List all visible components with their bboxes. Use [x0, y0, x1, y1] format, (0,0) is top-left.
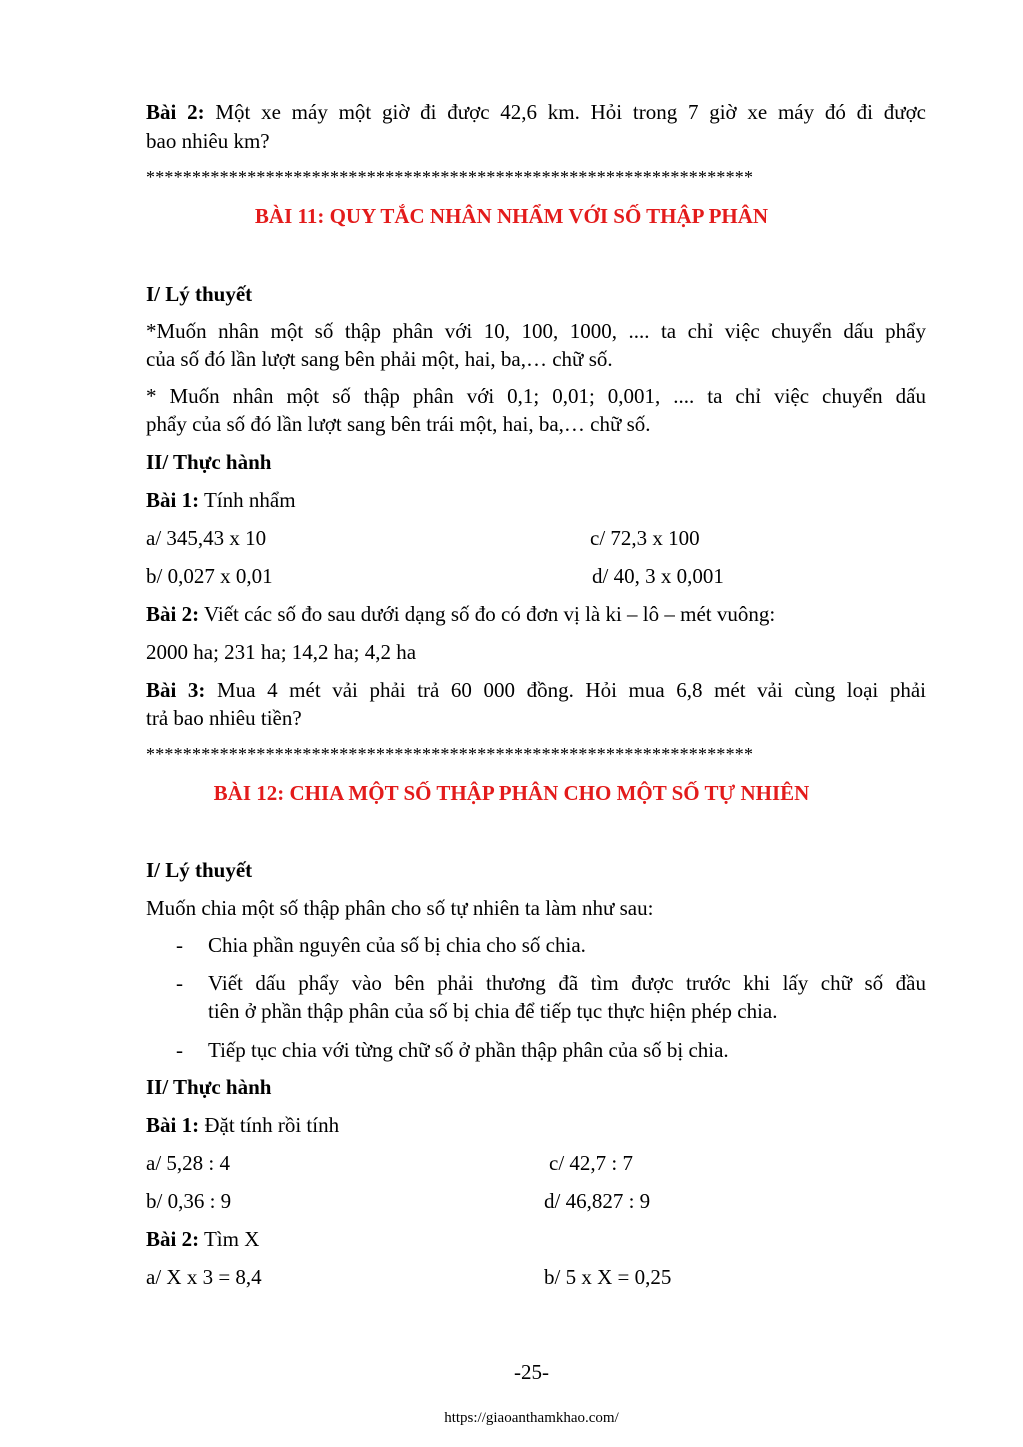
bullet-dash: - [176, 1038, 183, 1062]
exercise-text: Tính nhẩm [203, 488, 296, 512]
lesson-12-step2-line2: tiên ở phần thập phân của số bị chia để tiếp tục thực hiện phép chia. [208, 999, 778, 1023]
lesson-12-ex1-b: b/ 0,36 : 9 [146, 1189, 232, 1213]
lesson-11-ex3-line2: trả bao nhiêu tiền? [146, 706, 302, 730]
top-exercise-line2: bao nhiêu km? [146, 129, 270, 153]
lesson-12-theory-heading: I/ Lý thuyết [146, 858, 253, 882]
separator-stars: ****************************************************************** [146, 744, 754, 764]
lesson-11-ex1-d: d/ 40, 3 x 0,001 [592, 564, 724, 588]
bullet-dash: - [176, 933, 183, 957]
exercise-label: Bài 1: [146, 1113, 200, 1137]
lesson-11-ex2 [146, 601, 926, 627]
exercise-text: Đặt tính rồi tính [204, 1113, 340, 1137]
lesson-12-ex1-d: d/ 46,827 : 9 [544, 1189, 651, 1213]
lesson-11-rule1-line1: *Muốn nhân một số thập phân với 10, 100, 1000, .... ta chỉ việc chuyển dấu phẩy [146, 319, 926, 343]
lesson-11-ex1-b: b/ 0,027 x 0,01 [146, 564, 273, 588]
exercise-label: Bài 2: [146, 602, 200, 626]
lesson-11-ex1-a: a/ 345,43 x 10 [146, 526, 267, 550]
lesson-11-rule2-line2: phẩy của số đó lần lượt sang bên trái một, hai, ba,… chữ số. [146, 412, 651, 436]
lesson-12-step3: Tiếp tục chia với từng chữ số ở phần thập phân của số bị chia. [208, 1038, 729, 1062]
lesson-11-ex2-values: 2000 ha; 231 ha; 14,2 ha; 4,2 ha [146, 640, 417, 664]
page-number: -25- [514, 1360, 549, 1384]
exercise-label: Bài 2: [146, 100, 205, 124]
lesson-11-ex3-line1 [146, 677, 926, 703]
exercise-label: Bài 2: [146, 1227, 200, 1251]
lesson-12-step2-line1: Viết dấu phẩy vào bên phải thương đã tìm được trước khi lấy chữ số đầu [208, 971, 926, 995]
lesson-11-theory-heading: I/ Lý thuyết [146, 282, 253, 306]
lesson-11-title: BÀI 11: QUY TẮC NHÂN NHẨM VỚI SỐ THẬP PHÂN [254, 204, 769, 228]
lesson-11-practice-heading: II/ Thực hành [146, 450, 272, 474]
separator-stars: ****************************************************************** [146, 167, 754, 187]
lesson-11-rule1-line2: của số đó lần lượt sang bên phải một, hai, ba,… chữ số. [146, 347, 613, 371]
lesson-11-ex1-c: c/ 72,3 x 100 [590, 526, 700, 550]
lesson-11-ex1 [146, 487, 926, 513]
lesson-12-ex1-a: a/ 5,28 : 4 [146, 1151, 230, 1175]
lesson-11-rule2-line1: * Muốn nhân một số thập phân với 0,1; 0,01; 0,001, .... ta chỉ việc chuyển dấu [146, 384, 926, 408]
lesson-12-title: BÀI 12: CHIA MỘT SỐ THẬP PHÂN CHO MỘT SỐ TỰ NHIÊN [213, 781, 810, 805]
lesson-12-practice-heading: II/ Thực hành [146, 1075, 272, 1099]
exercise-label: Bài 3: [146, 678, 206, 702]
exercise-label: Bài 1: [146, 488, 200, 512]
lesson-12-step1: Chia phần nguyên của số bị chia cho số chia. [208, 933, 586, 957]
exercise-text: Tìm X [203, 1227, 260, 1251]
bullet-dash: - [176, 971, 183, 995]
lesson-12-intro: Muốn chia một số thập phân cho số tự nhiên ta làm như sau: [146, 896, 654, 920]
exercise-text: Một xe máy một giờ đi được 42,6 km. Hỏi trong 7 giờ xe máy đó đi được [215, 100, 927, 124]
top-exercise-line1 [146, 99, 926, 125]
lesson-12-ex2-a: a/ X x 3 = 8,4 [146, 1265, 262, 1289]
footer-url[interactable]: https://giaoanthamkhao.com/ [444, 1410, 619, 1426]
lesson-12-ex2 [146, 1226, 926, 1252]
lesson-12-ex1 [146, 1112, 926, 1138]
exercise-text: Viết các số đo sau dưới dạng số đo có đơn vị là ki – lô – mét vuông: [203, 602, 776, 626]
lesson-12-ex1-c: c/ 42,7 : 7 [549, 1151, 633, 1175]
exercise-text: Mua 4 mét vải phải trả 60 000 đồng. Hỏi mua 6,8 mét vải cùng loại phải [217, 678, 927, 702]
lesson-12-ex2-b: b/ 5 x X = 0,25 [544, 1265, 672, 1289]
